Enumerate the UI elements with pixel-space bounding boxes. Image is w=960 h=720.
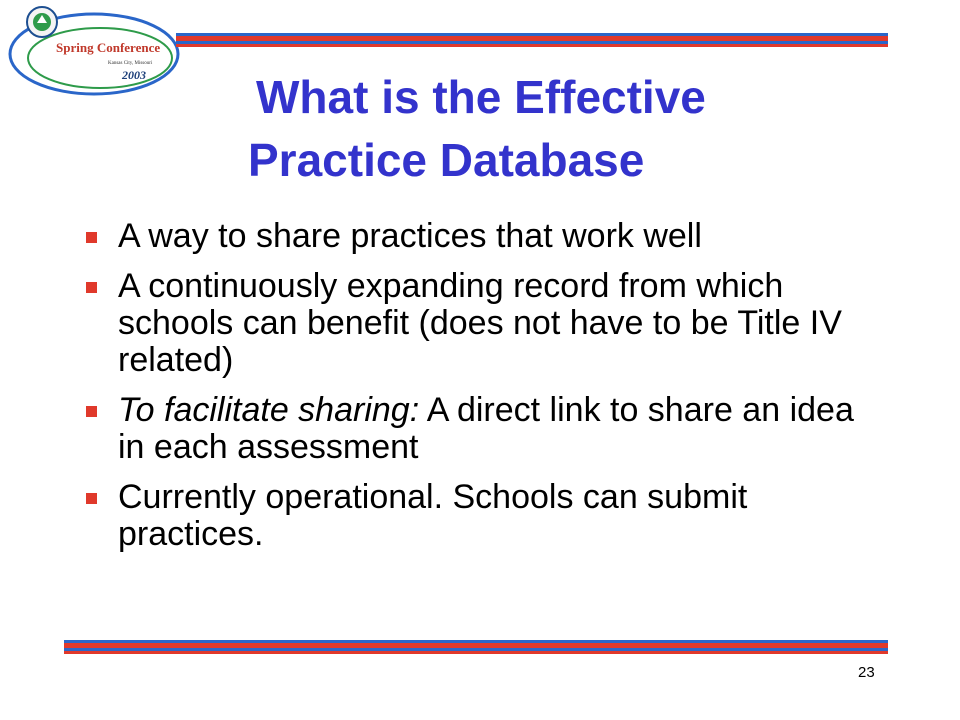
bullet-text: Currently operational. Schools can submit practices. [118, 478, 748, 553]
slide-title-line-2: Practice Database [248, 134, 645, 186]
bullet-list [84, 218, 864, 566]
square-bullet-icon [86, 282, 97, 293]
logo-year-text: 2003 [122, 68, 146, 82]
slide-title [248, 66, 888, 192]
square-bullet-icon [86, 232, 97, 243]
bullet-item [84, 218, 864, 255]
top-decorative-rule [176, 33, 888, 47]
logo-title-text: Spring Conference [56, 40, 161, 55]
bullet-lead-text: To facilitate sharing: [118, 391, 420, 429]
slide-title-line-1: What is the Effective [256, 71, 706, 123]
bullet-item [84, 268, 864, 379]
bullet-text: A continuously expanding record from which schools can benefit (does not have to be Title IV related) [118, 267, 842, 379]
bottom-decorative-rule [64, 640, 888, 654]
conference-logo [4, 2, 190, 102]
bullet-text: A way to share practices that work well [118, 217, 702, 255]
square-bullet-icon [86, 406, 97, 417]
square-bullet-icon [86, 493, 97, 504]
page-number: 23 [858, 664, 875, 681]
bullet-text: A direct link to share an idea in each assessment [118, 391, 854, 466]
bullet-item [84, 479, 864, 553]
conference-logo-graphic [4, 2, 190, 102]
logo-location-text: Kansas City, Missouri [108, 61, 153, 66]
bullet-item [84, 392, 864, 466]
